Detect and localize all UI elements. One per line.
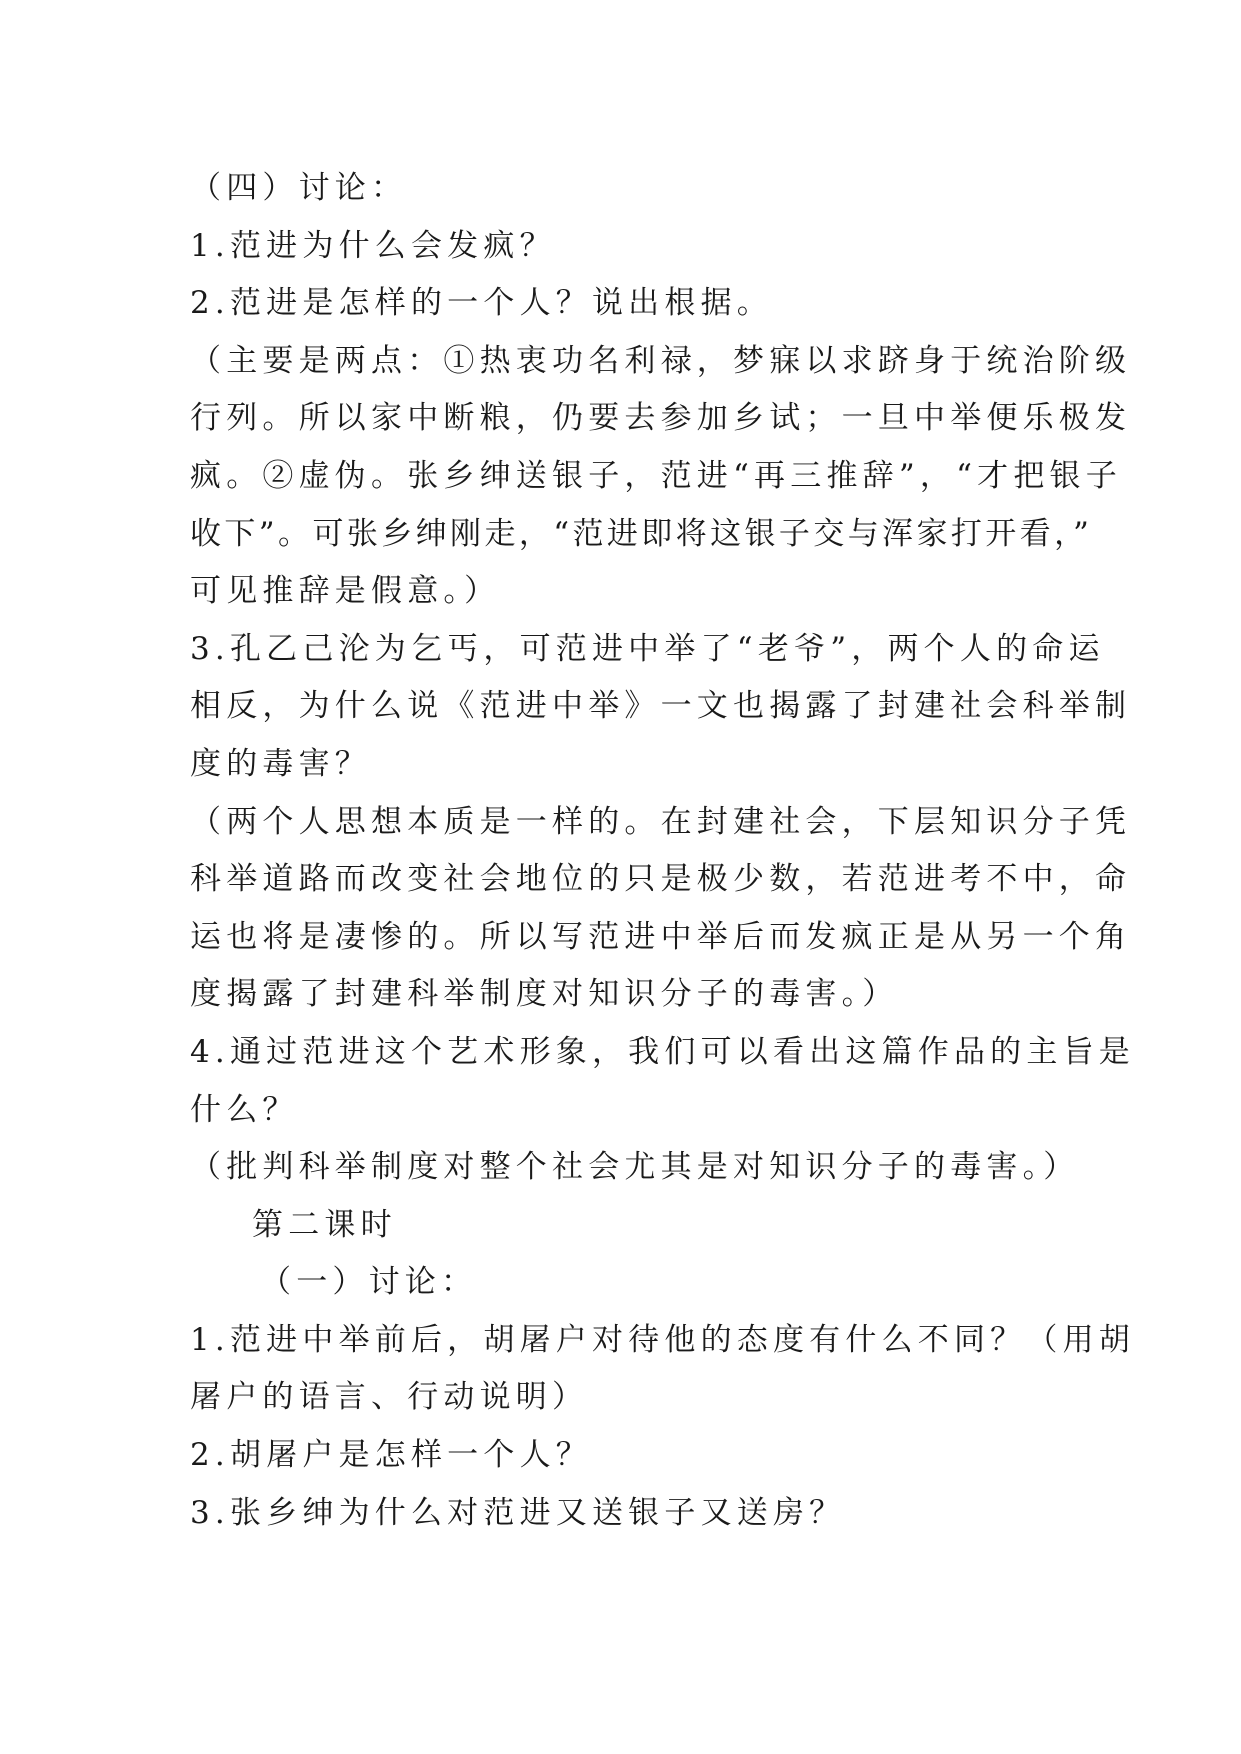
subsection-heading-discussion: （一）讨论： — [260, 1264, 478, 1301]
answer-2-line-5: 可见推辞是假意。） — [190, 573, 501, 610]
answer-3-line-2: 科举道路而改变社会地位的只是极少数，若范进考不中，命 — [190, 861, 1132, 898]
lesson2-question-1-line-2: 屠户的语言、行动说明） — [190, 1379, 589, 1416]
document-body — [190, 160, 1135, 1542]
question-1: 1.范进为什么会发疯？ — [190, 227, 556, 264]
answer-4: （批判科举制度对整个社会尤其是对知识分子的毒害。） — [190, 1149, 1080, 1186]
question-3-line-1: 3.孔乙己沦为乞丐，可范进中举了“老爷”，两个人的命运 — [190, 630, 1105, 667]
section-heading-discussion: （四）讨论： — [190, 170, 408, 206]
question-3-line-3: 度的毒害？ — [190, 745, 371, 782]
answer-3-line-1: （两个人思想本质是一样的。在封建社会，下层知识分子凭 — [190, 803, 1132, 840]
question-3-line-2: 相反，为什么说《范进中举》一文也揭露了封建社会科举制 — [190, 688, 1132, 725]
answer-2-line-4: 收下”。可张乡绅刚走，“范进即将这银子交与浑家打开看，” — [190, 515, 1093, 552]
lesson2-question-3: 3.张乡绅为什么对范进又送银子又送房？ — [190, 1494, 846, 1531]
question-2: 2.范进是怎样的一个人？说出根据。 — [190, 285, 773, 322]
lesson2-question-1-line-1: 1.范进中举前后，胡屠户对待他的态度有什么不同？（用胡 — [190, 1321, 1135, 1358]
lesson-heading: 第二课时 — [252, 1206, 397, 1243]
lesson2-question-2: 2.胡屠户是怎样一个人？ — [190, 1437, 592, 1474]
question-4-line-1: 4.通过范进这个艺术形象，我们可以看出这篇作品的主旨是 — [190, 1033, 1135, 1070]
answer-3-line-3: 运也将是凄惨的。所以写范进中举后而发疯正是从另一个角 — [190, 918, 1132, 955]
answer-2-line-1: （主要是两点：①热衷功名利禄，梦寐以求跻身于统治阶级 — [190, 342, 1132, 379]
answer-2-line-2: 行列。所以家中断粮，仍要去参加乡试；一旦中举便乐极发 — [190, 400, 1132, 437]
answer-2-line-3: 疯。②虚伪。张乡绅送银子，范进“再三推辞”，“才把银子 — [190, 457, 1122, 494]
question-4-line-2: 什么？ — [190, 1091, 299, 1128]
answer-3-line-4: 度揭露了封建科举制度对知识分子的毒害。） — [190, 976, 899, 1013]
